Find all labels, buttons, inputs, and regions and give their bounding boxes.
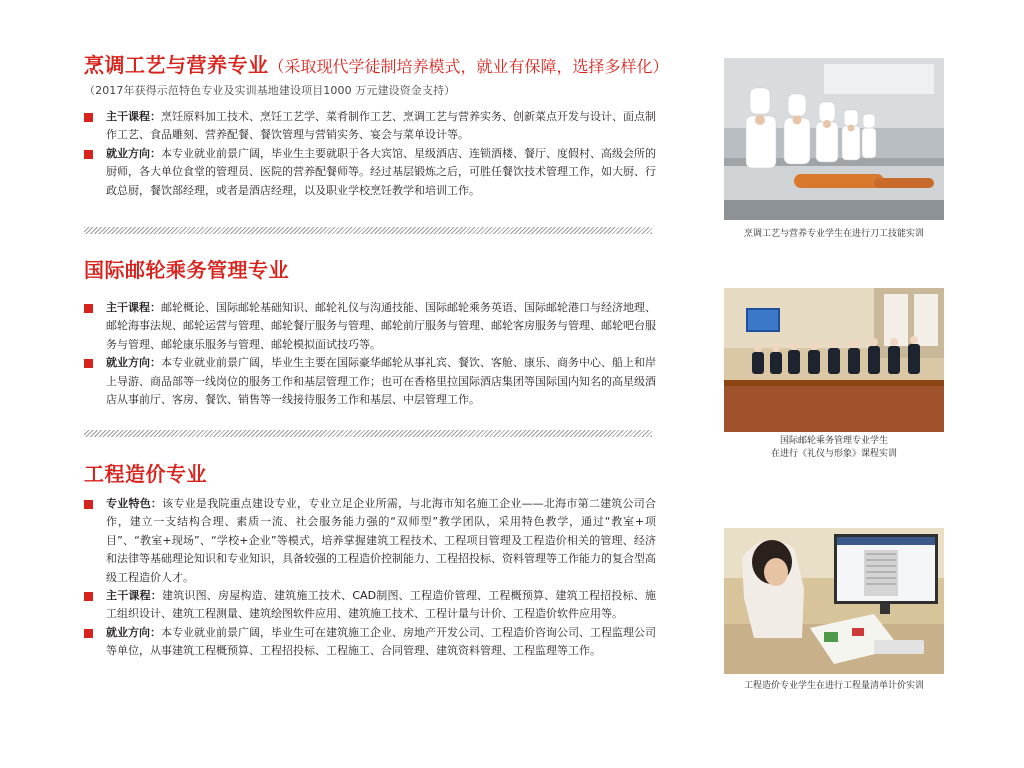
title-text: 烹调工艺与营养专业 (84, 53, 269, 77)
list-item (84, 299, 656, 354)
list-item (84, 624, 656, 661)
item-key: 专业特色： (106, 497, 163, 510)
bullet-square-icon (84, 500, 93, 509)
title-subtitle: （采取现代学徒制培养模式，就业有保障，选择多样化） (268, 57, 669, 76)
bullet-square-icon (84, 150, 93, 159)
list-item (84, 145, 656, 200)
item-text: 烹饪原料加工技术、烹饪工艺学、菜肴制作工艺、烹调工艺与营养实务、创新菜点开发与设计、面点制作工艺、食品雕刻、营养配餐、餐饮管理与营销实务、宴会与菜单设计等。 (106, 110, 656, 142)
item-key: 就业方向： (106, 146, 161, 160)
funding-note: （2017年获得示范特色专业及实训基地建设项目1000 万元建设资金支持） (84, 84, 456, 97)
photo-etiquette-class (724, 288, 944, 432)
list-item (84, 495, 656, 587)
list-item (84, 108, 656, 145)
bullet-square-icon (84, 113, 93, 122)
caption-line: 在进行《礼仪与形象》课程实训 (770, 449, 897, 459)
item-text: 本专业就业前景广阔，毕业生主要在国际豪华邮轮从事礼宾、餐饮、客舱、康乐、商务中心、船上和岸上导游、商品部等一线岗位的服务工作和基层管理工作；也可在香格里拉国际酒店集团等国际国内知名的高星级酒店从事前厅、客房、餐饮、销售等一线接待服务工作和基层、中层管理工作。 (106, 356, 656, 407)
item-text: 该专业是我院重点建设专业，专业立足企业所需，与北海市知名施工企业——北海市第二建筑公司合作，建立一支结构合理、素质一流、社会服务能力强的“双师型”教学团队，采用特色教学，通过“教室+项目”、“教室+现场”、“学校+企业”等模式，培养掌握建筑工程技术、工程项目管理及工程造价相关的管理、经济和法律等基础理论知识和专业知识，具备较强的工程造价控制能力、工程招投标、资料管理等工作能力的复合型高级工程造价人才。 (106, 497, 656, 584)
item-key: 主干课程： (106, 301, 161, 314)
bullet-square-icon (84, 359, 93, 368)
photo-caption: 烹调工艺与营养专业学生在进行刀工技能实训 (743, 229, 924, 239)
section-title: 国际邮轮乘务管理专业 (84, 258, 289, 282)
divider (84, 430, 652, 437)
photo-cooking-class (724, 58, 944, 220)
list-item (84, 354, 656, 409)
item-key: 主干课程： (106, 110, 161, 123)
bullet-square-icon (84, 592, 93, 601)
item-key: 主干课程： (106, 589, 162, 603)
section-title (84, 52, 669, 80)
photo-caption (716, 435, 952, 461)
bullet-square-icon (84, 629, 93, 638)
section-cooking (84, 52, 669, 200)
item-key: 就业方向： (106, 356, 161, 370)
item-text: 邮轮概论、国际邮轮基础知识、邮轮礼仪与沟通技能、国际邮轮乘务英语、国际邮轮港口与经济地理、邮轮海事法规、邮轮运营与管理、邮轮餐厅服务与管理、邮轮前厅服务与管理、邮轮客房服务与管理、邮轮吧台服务与管理、邮轮康乐服务与管理、邮轮模拟面试技巧等。 (106, 301, 656, 351)
item-text: 本专业就业前景广阔，毕业生可在建筑施工企业、房地产开发公司、工程造价咨询公司、工程监理公司等单位，从事建筑工程概预算、工程招投标、工程施工、合同管理、建筑资料管理、工程监理等工作。 (106, 625, 656, 658)
item-text: 本专业就业前景广阔，毕业生主要就职于各大宾馆、星级酒店、连锁酒楼、餐厅、度假村、高级会所的厨师，各大单位食堂的管理员、医院的营养配餐师等。经过基层锻炼之后，可胜任餐饮技术管理工作，如大厨、行政总厨，餐饮部经理，或者是酒店经理，以及职业学校烹饪教学和培训工作。 (106, 146, 656, 197)
item-text: 建筑识图、房屋构造、建筑施工技术、CAD制图、工程造价管理、工程概预算、建筑工程招投标、施工组织设计、建筑工程测量、建筑绘图软件应用、建筑施工技术、工程计量与计价、工程造价软件应用等。 (106, 589, 656, 621)
caption-line: 国际邮轮乘务管理专业学生 (779, 436, 888, 446)
bullet-square-icon (84, 304, 93, 313)
section-title: 工程造价专业 (84, 462, 207, 486)
section-cruise (84, 257, 656, 409)
divider (84, 227, 652, 234)
section-cost (84, 461, 656, 661)
item-key: 就业方向： (106, 625, 161, 639)
photo-cost-class (724, 528, 944, 674)
list-item (84, 587, 656, 624)
photo-caption: 工程造价专业学生在进行工程量清单计价实训 (743, 681, 924, 691)
